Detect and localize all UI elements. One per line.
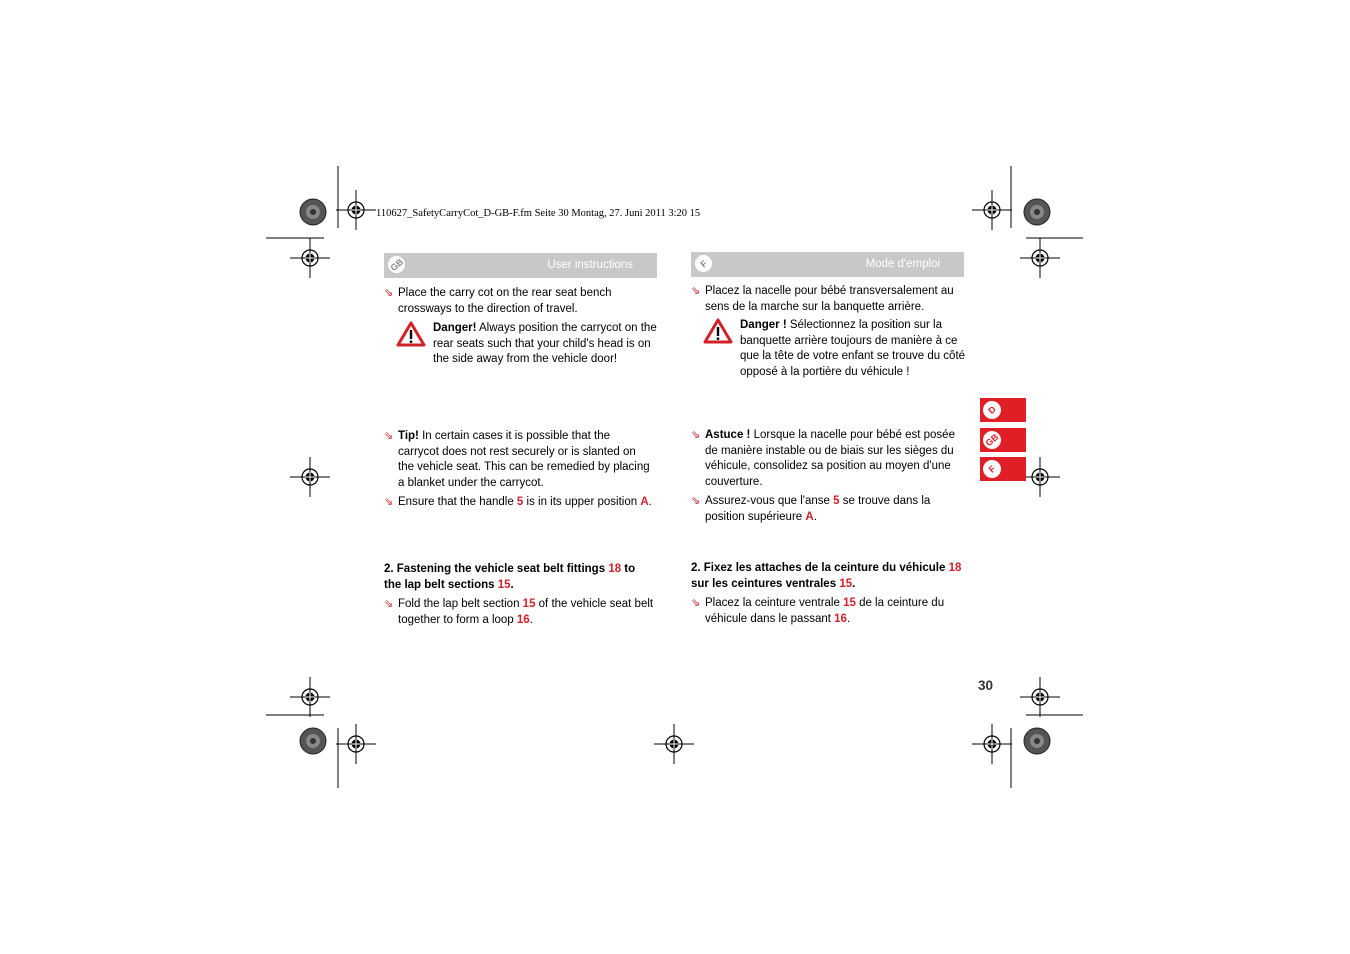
tab-d[interactable]: D xyxy=(980,398,1026,422)
fr-step-handle: ⇘ Assurez-vous que l'anse 5 se trouve dans la position supérieure A. xyxy=(691,495,931,523)
bullet-arrow-icon: ⇘ xyxy=(384,496,394,508)
fr-language-badge: F xyxy=(692,252,716,276)
fr-section-heading: 2. Fixez les attaches de la ceinture du véhicule 18 sur les ceintures ventrales 15. xyxy=(691,562,962,590)
fr-step-place: ⇘ Placez la nacelle pour bébé transversalement au sens de la marche sur la banquette arrière. xyxy=(691,285,954,313)
bullet-arrow-icon: ⇘ xyxy=(691,495,701,507)
gb-section-heading: 2. Fastening the vehicle seat belt fittings 18 to the lap belt sections 15. xyxy=(384,563,636,591)
fr-danger-note: Danger ! Sélectionnez la position sur la banquette arrière toujours de manière à ce que la tête de votre enfant se trouve du côté opposé à la portière du véhicule ! xyxy=(691,318,966,380)
gb-danger-note: Danger! Always position the carrycot on the rear seats such that your child's head is on the side away from the vehicle door! xyxy=(384,321,659,368)
tab-gb[interactable]: GB xyxy=(980,428,1026,452)
fr-tip: ⇘ Astuce ! Lorsque la nacelle pour bébé est posée de manière instable ou de biais sur les sièges du véhicule, consolidez sa position au moyen d'une couverture. xyxy=(691,429,955,488)
bullet-arrow-icon: ⇘ xyxy=(691,597,701,609)
bullet-arrow-icon: ⇘ xyxy=(691,429,701,441)
gb-step-fold: ⇘ Fold the lap belt section 15 of the vehicle seat belt together to form a loop 16. xyxy=(384,598,654,626)
language-tabs xyxy=(980,398,1026,484)
fr-tips xyxy=(691,428,963,525)
gb-step-handle: ⇘ Ensure that the handle 5 is in its upper position A. xyxy=(384,495,654,511)
bullet-arrow-icon: ⇘ xyxy=(384,598,394,610)
fr-step-fold: ⇘ Placez la ceinture ventrale 15 de la ceinture du véhicule dans le passant 16. xyxy=(691,597,945,625)
gb-header-title: User instructions xyxy=(547,259,633,271)
gb-tips xyxy=(384,429,654,511)
bullet-arrow-icon: ⇘ xyxy=(384,430,394,442)
fr-header-bar xyxy=(691,252,964,277)
gb-section-2 xyxy=(384,562,654,628)
bullet-arrow-icon: ⇘ xyxy=(384,287,394,299)
bullet-arrow-icon: ⇘ xyxy=(691,285,701,297)
page-number: 30 xyxy=(978,678,994,693)
fr-section-2 xyxy=(691,561,963,627)
warning-triangle-icon xyxy=(396,321,426,347)
fr-header-title: Mode d'emploi xyxy=(865,258,940,270)
gb-tip: ⇘ Tip! In certain cases it is possible that the carrycot does not rest securely or is slanted on the vehicle seat. This can be remedied by placing a blanket under the carrycot. xyxy=(384,430,650,489)
gb-step-place: ⇘ Place the carry cot on the rear seat bench crossways to the direction of travel. xyxy=(384,287,612,315)
warning-triangle-icon xyxy=(703,318,733,344)
tab-f[interactable]: F xyxy=(980,457,1026,481)
file-slug: 110627_SafetyCarryCot_D-GB-F.fm Seite 30 Montag, 27. Juni 2011 3:20 15 xyxy=(376,208,701,219)
gb-header-bar xyxy=(384,253,657,278)
gb-language-badge: GB xyxy=(385,253,409,277)
gb-column xyxy=(384,286,659,368)
fr-column xyxy=(691,284,966,380)
